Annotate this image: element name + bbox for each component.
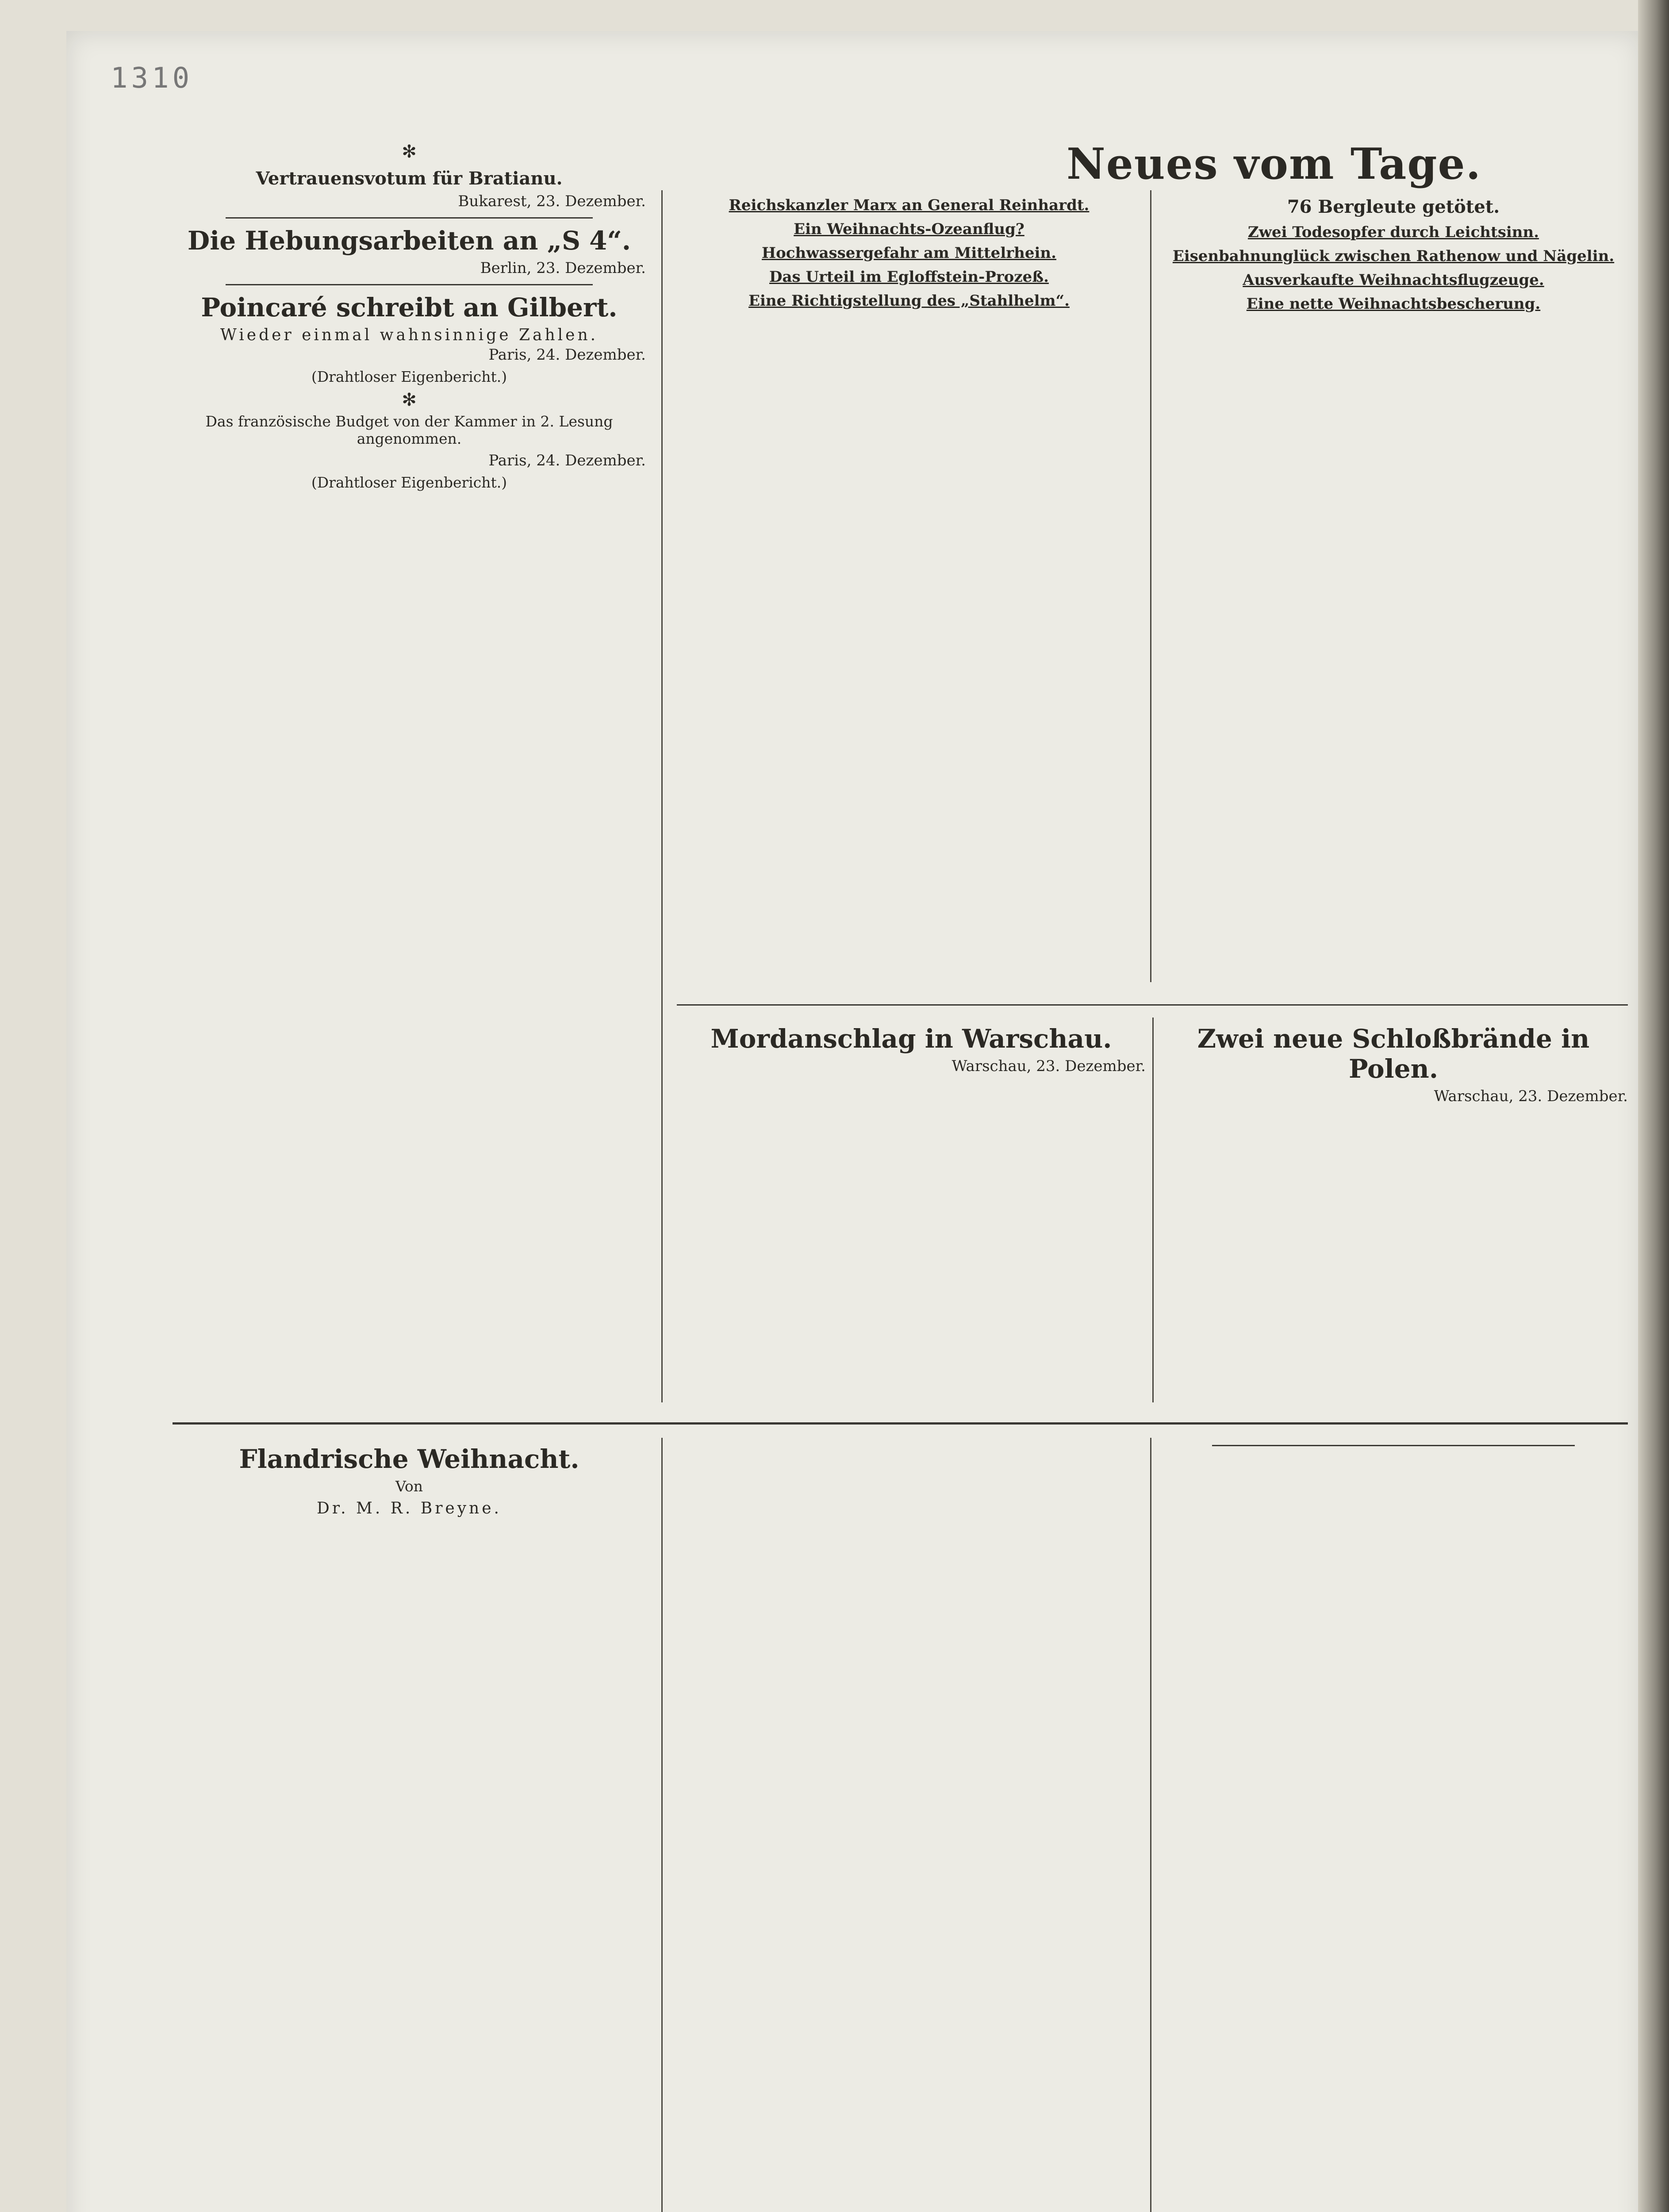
article-heading: Eine nette Weihnachtsbescherung. <box>1246 295 1541 313</box>
column-rule <box>661 190 663 1402</box>
dateline: Bukarest, 23. Dezember. <box>458 192 646 210</box>
news-column-middle <box>677 190 1141 978</box>
section-divider <box>677 1004 1628 1006</box>
article-heading: 76 Bergleute getötet. <box>1287 196 1500 217</box>
feuilleton-divider <box>173 1422 1628 1425</box>
article-heading: Hochwassergefahr am Mittelrhein. <box>762 244 1056 262</box>
news-section-header <box>964 133 1584 195</box>
article-heading: Poincaré schreibt an Gilbert. <box>201 292 618 323</box>
byline-prefix: Von <box>395 1478 423 1495</box>
left-column <box>173 137 646 1402</box>
article-heading: Eine Richtigstellung des „Stahlhelm“. <box>748 292 1070 310</box>
article-subheading: Wieder einmal wahnsinnige Zahlen. <box>220 326 599 344</box>
article-heading: Vertrauensvotum für Bratianu. <box>256 168 563 189</box>
article-heading: Zwei Todesopfer durch Leichtsinn. <box>1247 223 1539 241</box>
book-spine <box>1638 0 1669 2212</box>
castle-fires-article <box>1159 1018 1628 1402</box>
article-heading: Das französische Budget von der Kammer in 2. Lesung angenommen. <box>205 413 613 447</box>
source-note: (Drahtloser Eigenbericht.) <box>311 474 507 491</box>
column-rule <box>1150 1438 1151 2212</box>
source-note: (Drahtloser Eigenbericht.) <box>311 368 507 385</box>
feuilleton-column-3 <box>1159 1438 1628 2212</box>
byline-author: Dr. M. R. Breyne. <box>317 1499 502 1517</box>
article-heading: Ein Weihnachts-Ozeanflug? <box>794 220 1024 238</box>
article-heading: Mordanschlag in Warschau. <box>710 1024 1112 1054</box>
article-heading: Reichskanzler Marx an General Reinhardt. <box>729 196 1090 214</box>
column-rule <box>1150 190 1151 982</box>
divider <box>226 217 593 219</box>
article-heading: Ausverkaufte Weihnachtsflugzeuge. <box>1243 271 1544 289</box>
page-number: 1310 <box>111 62 193 95</box>
article-heading: Eisenbahnunglück zwischen Rathenow und Nägelin. <box>1172 247 1615 265</box>
article-heading: Zwei neue Schloßbrände in Polen. <box>1197 1024 1590 1084</box>
warsaw-attack-article <box>677 1018 1146 1402</box>
article-heading: Die Hebungsarbeiten an „S 4“. <box>187 226 631 256</box>
article-heading: Das Urteil im Egloffstein-Prozeß. <box>769 268 1049 286</box>
feuilleton-column-2 <box>677 1438 1150 2212</box>
divider <box>226 284 593 285</box>
dateline: Paris, 24. Dezember. <box>488 346 646 364</box>
column-rule <box>1152 1018 1154 1402</box>
dateline: Warschau, 23. Dezember. <box>1434 1087 1628 1105</box>
news-column-right <box>1159 190 1628 978</box>
column-rule <box>661 1438 663 2212</box>
feuilleton-title: Flandrische Weihnacht. <box>239 1444 579 1474</box>
section-title: Neues vom Tage. <box>1066 139 1482 189</box>
feuilleton-column-1 <box>173 1438 646 2212</box>
dateline: Berlin, 23. Dezember. <box>480 259 646 277</box>
divider <box>1212 1445 1575 1446</box>
asterisk-divider-icon: ✻ <box>402 390 417 410</box>
asterisk-divider-icon: ✻ <box>402 142 417 162</box>
dateline: Paris, 24. Dezember. <box>488 452 646 469</box>
dateline: Warschau, 23. Dezember. <box>952 1057 1146 1075</box>
